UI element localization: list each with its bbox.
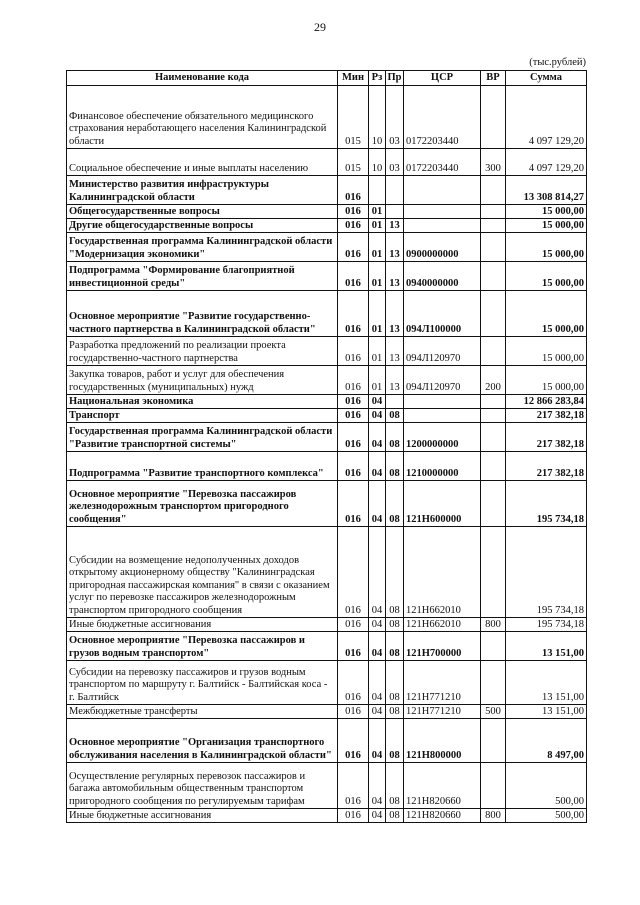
cell-min: 016 — [338, 719, 369, 763]
cell-min: 016 — [338, 661, 369, 705]
table-header-row — [67, 71, 587, 86]
cell-rz: 04 — [369, 395, 386, 409]
cell-sum: 500,00 — [506, 763, 587, 809]
cell-name: Государственная программа Калининградской области "Развитие транспортной системы" — [67, 423, 338, 452]
cell-rz: 01 — [369, 366, 386, 395]
cell-min: 016 — [338, 618, 369, 632]
header-vr: ВР — [481, 71, 506, 86]
table-row — [67, 395, 587, 409]
cell-sum: 13 308 814,27 — [506, 176, 587, 205]
cell-rz: 04 — [369, 632, 386, 661]
cell-pr: 08 — [386, 705, 404, 719]
cell-vr — [481, 719, 506, 763]
cell-csr: 121Н820660 — [404, 763, 481, 809]
cell-pr: 13 — [386, 219, 404, 233]
cell-pr: 08 — [386, 719, 404, 763]
cell-min: 016 — [338, 262, 369, 291]
cell-pr: 08 — [386, 481, 404, 527]
cell-rz: 04 — [369, 409, 386, 423]
cell-pr: 13 — [386, 291, 404, 337]
cell-csr — [404, 219, 481, 233]
cell-csr: 121Н771210 — [404, 661, 481, 705]
table-row — [67, 618, 587, 632]
table-row — [67, 149, 587, 176]
cell-min: 016 — [338, 527, 369, 618]
table-row — [67, 705, 587, 719]
cell-rz: 10 — [369, 149, 386, 176]
cell-name: Национальная экономика — [67, 395, 338, 409]
table-row — [67, 481, 587, 527]
cell-vr — [481, 661, 506, 705]
cell-vr — [481, 395, 506, 409]
cell-sum: 195 734,18 — [506, 618, 587, 632]
header-min: Мин — [338, 71, 369, 86]
cell-name: Основное мероприятие "Перевозка пассажиров и грузов водным транспортом" — [67, 632, 338, 661]
cell-rz: 01 — [369, 337, 386, 366]
cell-min: 016 — [338, 291, 369, 337]
cell-rz: 10 — [369, 86, 386, 149]
table-row — [67, 262, 587, 291]
cell-vr — [481, 452, 506, 481]
cell-min: 016 — [338, 337, 369, 366]
budget-table — [66, 70, 587, 823]
cell-min: 016 — [338, 219, 369, 233]
cell-pr: 08 — [386, 763, 404, 809]
units-note: (тыс.рублей) — [529, 57, 586, 68]
cell-vr — [481, 481, 506, 527]
cell-name: Основное мероприятие "Организация транспортного обслуживания населения в Калининградской области" — [67, 719, 338, 763]
cell-csr — [404, 205, 481, 219]
cell-sum: 13 151,00 — [506, 705, 587, 719]
cell-name: Иные бюджетные ассигнования — [67, 809, 338, 823]
table-row — [67, 233, 587, 262]
cell-min: 016 — [338, 763, 369, 809]
cell-csr: 0172203440 — [404, 149, 481, 176]
cell-pr — [386, 176, 404, 205]
table-row — [67, 719, 587, 763]
cell-name: Иные бюджетные ассигнования — [67, 618, 338, 632]
cell-vr — [481, 337, 506, 366]
cell-name: Финансовое обеспечение обязательного медицинского страхования неработающего населения Калининградской области — [67, 86, 338, 149]
cell-csr: 121Н771210 — [404, 705, 481, 719]
cell-name: Основное мероприятие "Перевозка пассажиров железнодорожным транспортом пригородного сообщения" — [67, 481, 338, 527]
table-row — [67, 219, 587, 233]
cell-csr: 0940000000 — [404, 262, 481, 291]
cell-min: 016 — [338, 423, 369, 452]
cell-csr: 121Н662010 — [404, 618, 481, 632]
cell-csr: 1200000000 — [404, 423, 481, 452]
cell-csr — [404, 176, 481, 205]
cell-pr: 13 — [386, 337, 404, 366]
cell-pr: 13 — [386, 366, 404, 395]
cell-sum: 217 382,18 — [506, 409, 587, 423]
cell-rz: 01 — [369, 262, 386, 291]
cell-min: 016 — [338, 452, 369, 481]
cell-sum: 195 734,18 — [506, 527, 587, 618]
header-rz: Рз — [369, 71, 386, 86]
table-row — [67, 423, 587, 452]
cell-vr: 500 — [481, 705, 506, 719]
cell-sum: 15 000,00 — [506, 233, 587, 262]
cell-vr: 800 — [481, 618, 506, 632]
cell-sum: 195 734,18 — [506, 481, 587, 527]
cell-csr — [404, 395, 481, 409]
cell-rz: 01 — [369, 219, 386, 233]
cell-pr: 08 — [386, 809, 404, 823]
cell-sum: 12 866 283,84 — [506, 395, 587, 409]
cell-pr: 08 — [386, 527, 404, 618]
table-row — [67, 366, 587, 395]
cell-pr: 08 — [386, 423, 404, 452]
cell-sum: 4 097 129,20 — [506, 149, 587, 176]
cell-rz: 04 — [369, 423, 386, 452]
cell-pr: 08 — [386, 618, 404, 632]
cell-name: Другие общегосударственные вопросы — [67, 219, 338, 233]
cell-vr — [481, 233, 506, 262]
table-row — [67, 409, 587, 423]
table-row — [67, 527, 587, 618]
cell-rz: 04 — [369, 809, 386, 823]
cell-pr: 08 — [386, 661, 404, 705]
cell-sum: 13 151,00 — [506, 632, 587, 661]
cell-min: 016 — [338, 395, 369, 409]
cell-name: Закупка товаров, работ и услуг для обеспечения государственных (муниципальных) нужд — [67, 366, 338, 395]
cell-vr — [481, 176, 506, 205]
cell-sum: 500,00 — [506, 809, 587, 823]
cell-csr — [404, 409, 481, 423]
cell-pr — [386, 205, 404, 219]
cell-csr: 121Н600000 — [404, 481, 481, 527]
table-row — [67, 205, 587, 219]
table-row — [67, 291, 587, 337]
cell-vr — [481, 219, 506, 233]
cell-sum: 15 000,00 — [506, 262, 587, 291]
cell-pr: 03 — [386, 86, 404, 149]
header-csr: ЦСР — [404, 71, 481, 86]
cell-pr: 08 — [386, 632, 404, 661]
cell-sum: 4 097 129,20 — [506, 86, 587, 149]
cell-rz: 01 — [369, 205, 386, 219]
header-sum: Сумма — [506, 71, 587, 86]
header-name: Наименование кода — [67, 71, 338, 86]
header-pr: Пр — [386, 71, 404, 86]
cell-min: 016 — [338, 366, 369, 395]
cell-vr — [481, 527, 506, 618]
cell-name: Министерство развития инфраструктуры Калининградской области — [67, 176, 338, 205]
cell-vr — [481, 291, 506, 337]
cell-name: Государственная программа Калининградской области "Модернизация экономики" — [67, 233, 338, 262]
cell-pr: 03 — [386, 149, 404, 176]
cell-min: 016 — [338, 176, 369, 205]
cell-csr: 121Н800000 — [404, 719, 481, 763]
cell-vr — [481, 423, 506, 452]
cell-sum: 15 000,00 — [506, 337, 587, 366]
cell-rz: 04 — [369, 527, 386, 618]
cell-min: 016 — [338, 205, 369, 219]
cell-name: Субсидии на перевозку пассажиров и грузов водным транспортом по маршруту г. Балтийск - Балтийская коса - г. Балтийск — [67, 661, 338, 705]
cell-vr — [481, 205, 506, 219]
cell-csr: 121Н662010 — [404, 527, 481, 618]
cell-rz: 04 — [369, 763, 386, 809]
cell-name: Общегосударственные вопросы — [67, 205, 338, 219]
cell-name: Основное мероприятие "Развитие государственно-частного партнерства в Калининградской области" — [67, 291, 338, 337]
cell-rz: 04 — [369, 452, 386, 481]
cell-min: 016 — [338, 409, 369, 423]
cell-pr — [386, 395, 404, 409]
cell-rz: 04 — [369, 661, 386, 705]
cell-pr: 13 — [386, 262, 404, 291]
cell-csr: 094Л120970 — [404, 337, 481, 366]
cell-vr: 800 — [481, 809, 506, 823]
table-row — [67, 86, 587, 149]
cell-rz: 04 — [369, 618, 386, 632]
cell-csr: 094Л100000 — [404, 291, 481, 337]
cell-vr — [481, 763, 506, 809]
cell-sum: 217 382,18 — [506, 452, 587, 481]
cell-name: Подпрограмма "Развитие транспортного комплекса" — [67, 452, 338, 481]
cell-rz: 01 — [369, 233, 386, 262]
table-row — [67, 452, 587, 481]
cell-sum: 8 497,00 — [506, 719, 587, 763]
table-row — [67, 632, 587, 661]
cell-csr: 0900000000 — [404, 233, 481, 262]
cell-rz: 04 — [369, 705, 386, 719]
cell-vr — [481, 86, 506, 149]
cell-sum: 15 000,00 — [506, 291, 587, 337]
table-row — [67, 176, 587, 205]
table-row — [67, 809, 587, 823]
table-row — [67, 337, 587, 366]
cell-name: Субсидии на возмещение недополученных доходов открытому акционерному обществу "Калининградская пригородная пассажирская компания" в связи с оказанием услуг по перевозке пассажиров железнодорожным транспортом пригородного сообщения — [67, 527, 338, 618]
cell-rz: 01 — [369, 291, 386, 337]
cell-rz — [369, 176, 386, 205]
cell-sum: 15 000,00 — [506, 219, 587, 233]
cell-csr: 121Н820660 — [404, 809, 481, 823]
cell-vr: 200 — [481, 366, 506, 395]
cell-vr: 300 — [481, 149, 506, 176]
cell-min: 015 — [338, 86, 369, 149]
cell-vr — [481, 409, 506, 423]
table-row — [67, 763, 587, 809]
cell-min: 016 — [338, 809, 369, 823]
cell-name: Социальное обеспечение и иные выплаты населению — [67, 149, 338, 176]
cell-sum: 15 000,00 — [506, 366, 587, 395]
cell-name: Подпрограмма "Формирование благоприятной инвестиционной среды" — [67, 262, 338, 291]
cell-name: Межбюджетные трансферты — [67, 705, 338, 719]
cell-min: 016 — [338, 632, 369, 661]
cell-pr: 13 — [386, 233, 404, 262]
cell-csr: 094Л120970 — [404, 366, 481, 395]
page-number: 29 — [314, 20, 326, 34]
cell-name: Осуществление регулярных перевозок пассажиров и багажа автомобильным общественным транспортом пригородного сообщения по регулируемым тарифам — [67, 763, 338, 809]
cell-min: 016 — [338, 481, 369, 527]
cell-csr: 0172203440 — [404, 86, 481, 149]
cell-name: Разработка предложений по реализации проекта государственно-частного партнерства — [67, 337, 338, 366]
cell-sum: 13 151,00 — [506, 661, 587, 705]
cell-pr: 08 — [386, 409, 404, 423]
cell-csr: 121Н700000 — [404, 632, 481, 661]
table-row — [67, 661, 587, 705]
cell-pr: 08 — [386, 452, 404, 481]
cell-vr — [481, 632, 506, 661]
cell-rz: 04 — [369, 719, 386, 763]
cell-sum: 15 000,00 — [506, 205, 587, 219]
cell-min: 016 — [338, 705, 369, 719]
cell-min: 015 — [338, 149, 369, 176]
cell-vr — [481, 262, 506, 291]
cell-min: 016 — [338, 233, 369, 262]
cell-rz: 04 — [369, 481, 386, 527]
cell-csr: 1210000000 — [404, 452, 481, 481]
cell-sum: 217 382,18 — [506, 423, 587, 452]
cell-name: Транспорт — [67, 409, 338, 423]
